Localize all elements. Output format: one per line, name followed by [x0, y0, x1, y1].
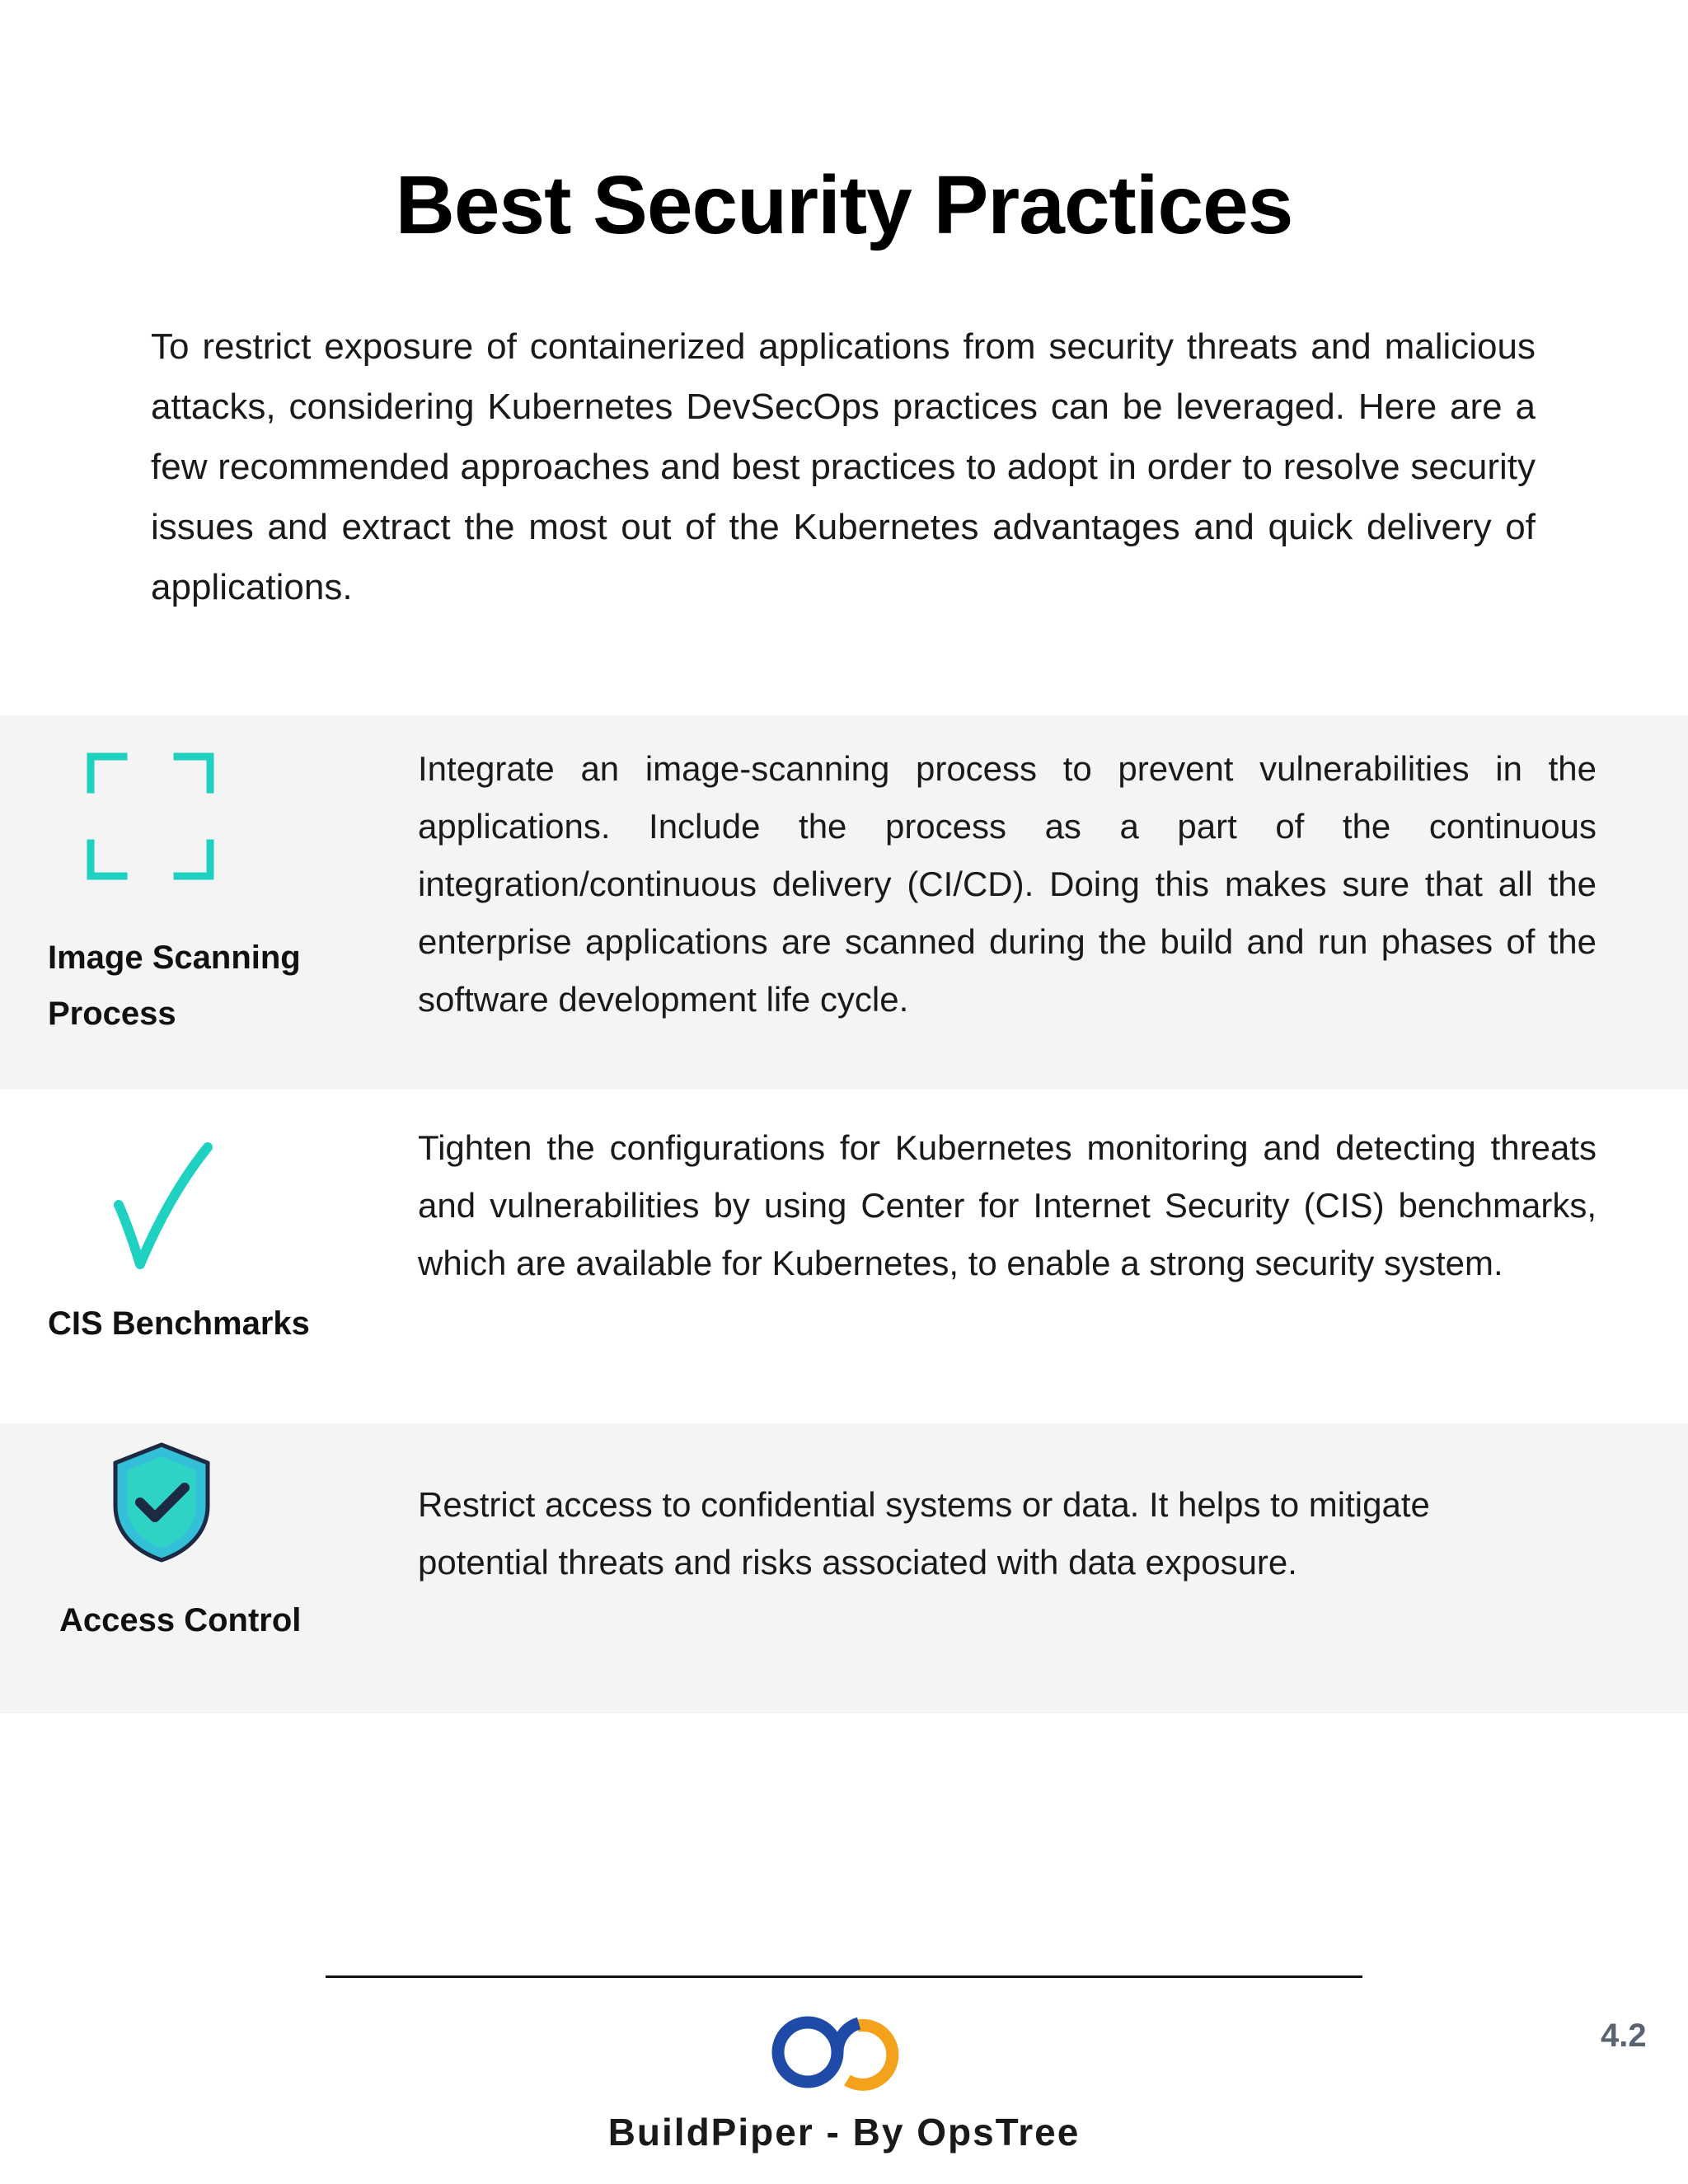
buildpiper-infinity-logo	[767, 2011, 921, 2093]
footer-brand: BuildPiper - By OpsTree	[607, 2111, 1081, 2154]
practice-cis-benchmarks	[0, 1090, 1688, 1423]
practice-description-line: Restrict access to confidential systems or data. It helps to mitigate	[418, 1485, 1430, 1524]
practice-description: Integrate an image-scanning process to prevent vulnerabilities in the applications. Include the process as a part of the continuous integration/continuous delivery (CI/CD). Doing this makes sure that all the enterprise applications are scanned during the build and run phases of the software development life cycle.	[418, 749, 1597, 1019]
page-number: 4.2	[1601, 2018, 1647, 2054]
page-title: Best Security Practices	[395, 159, 1293, 251]
checkmark-icon	[114, 1141, 213, 1272]
practice-description-line: potential threats and risks associated with data exposure.	[418, 1543, 1297, 1582]
practice-description: Tighten the configurations for Kubernetes monitoring and detecting threats and vulnerabilities by using Center for Internet Security (CIS) benchmarks, which are available for Kubernetes, to enable a strong security system.	[418, 1128, 1597, 1282]
scan-frame-icon	[87, 752, 214, 880]
practice-description	[418, 1476, 1597, 1591]
practice-label: CIS Benchmarks	[48, 1305, 310, 1342]
intro-paragraph: To restrict exposure of containerized applications from security threats and malicious attacks, considering Kubernetes DevSecOps practices can be leveraged. Here are a few recommended approaches and best practices to adopt in order to resolve security issues and extract the most out of the Kubernetes advantages and quick delivery of applications.	[151, 326, 1536, 607]
shield-check-icon	[110, 1441, 213, 1563]
practice-access-control	[0, 1423, 1688, 1713]
practice-image-scanning	[0, 715, 1688, 1090]
footer-divider	[326, 1975, 1362, 1978]
practice-label: Access Control	[59, 1602, 302, 1638]
practice-label	[48, 930, 301, 1042]
practice-label-line: Process	[48, 996, 176, 1032]
practice-label-line: Image Scanning	[48, 940, 301, 976]
